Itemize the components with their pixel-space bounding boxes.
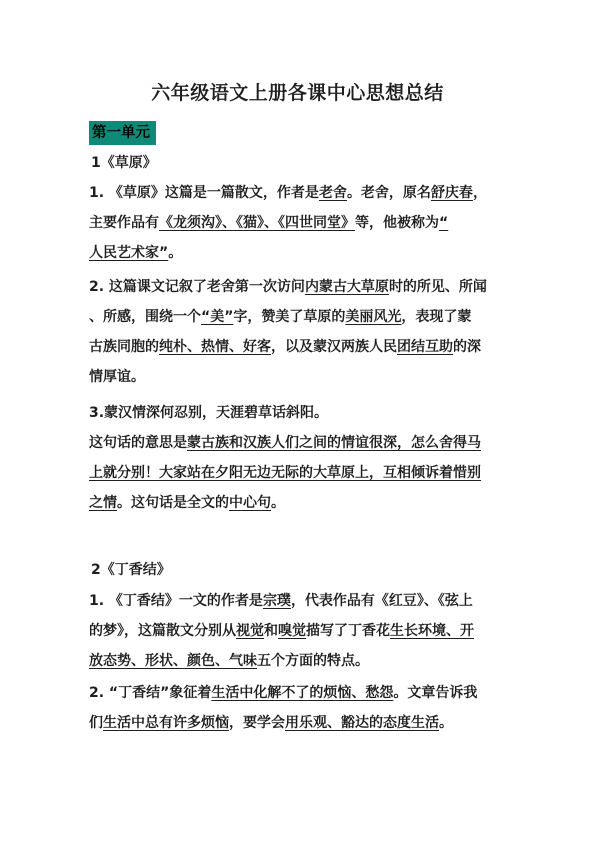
key-phrase: 老舍 (318, 185, 347, 201)
text-line (89, 178, 509, 208)
text-run: 情厚谊。 (89, 369, 145, 385)
text-line (89, 586, 509, 616)
key-phrase: 嗅觉 (278, 623, 306, 639)
text-run: 。文章告诉我 (393, 685, 478, 701)
key-phrase: 生活中总有许多烦恼 (103, 715, 229, 731)
key-phrase: “美” (201, 309, 234, 325)
key-phrase: 纯朴、热情、好客 (159, 339, 271, 355)
text-line (89, 488, 509, 518)
text-run: 和 (264, 623, 278, 639)
lesson-1-paragraph-1 (89, 178, 509, 268)
text-run: ，要学会 (229, 715, 285, 731)
text-line (89, 646, 509, 676)
text-run: 描写了丁香花 (306, 623, 390, 639)
key-phrase: “ (439, 215, 449, 231)
text-run: ，代表作品有《红豆》、《弦上 (290, 593, 473, 609)
text-line (89, 458, 509, 488)
lesson-1-paragraph-4 (89, 428, 509, 518)
lesson-heading-2: 2《丁香结》 (91, 562, 171, 578)
text-run: 这句话的意思是 (89, 435, 187, 451)
text-run: 。 (168, 245, 183, 261)
key-phrase: 中心句 (229, 495, 271, 511)
text-line (89, 678, 509, 708)
key-phrase: 用乐观、豁达的态度生活 (285, 715, 439, 731)
key-phrase: 蒙古族和汉族人们之间的情谊很深，怎么舍得马 (187, 435, 481, 451)
unit-heading: 第一单元 (89, 121, 156, 145)
text-run: 们 (89, 715, 103, 731)
text-run: 古族同胞的 (89, 339, 159, 355)
text-run: 。这句话是全文的 (117, 495, 229, 511)
text-line (89, 238, 509, 268)
text-line (89, 708, 509, 738)
text-run: 的深 (453, 339, 481, 355)
text-run: ，表现了蒙 (401, 309, 472, 325)
text-run: 。老舍，原名 (346, 185, 431, 201)
text-run: 、所感，围绕一个 (89, 309, 201, 325)
text-run: 时的所见、所闻 (388, 279, 487, 295)
key-phrase: 团结互助 (397, 339, 453, 355)
key-phrase: 宗璞 (262, 593, 291, 609)
text-line (89, 398, 509, 428)
page-title: 六年级语文上册各课中心思想总结 (151, 82, 444, 104)
lesson-2-paragraph-1 (89, 586, 509, 676)
key-phrase: 生长环境、开 (390, 623, 474, 639)
key-phrase: 《龙须沟》、《猫》、《四世同堂》 (159, 215, 355, 231)
text-run: ，以及蒙汉两族人民 (271, 339, 397, 355)
text-run: 。 (439, 715, 453, 731)
key-phrase: 视觉 (236, 623, 264, 639)
text-run: 3.蒙汉情深何忍别，天涯碧草话斜阳。 (89, 405, 329, 421)
text-run: 。 (271, 495, 285, 511)
text-line (89, 272, 509, 302)
key-phrase: 内蒙古大草原 (304, 279, 389, 295)
text-line (89, 302, 509, 332)
text-run: 1. 《丁香结》一文的作者是 (89, 593, 263, 609)
text-run: 2. 这篇课文记叙了老舍第一次访问 (89, 279, 305, 295)
lesson-2-paragraph-2 (89, 678, 509, 738)
key-phrase: 生活中化解不了的烦恼、愁怨 (211, 685, 394, 701)
key-phrase: 美丽风光 (345, 309, 402, 325)
text-run: ， (472, 185, 487, 201)
text-run: 主要作品有 (89, 215, 159, 231)
lesson-1-paragraph-3 (89, 398, 509, 428)
text-line (89, 428, 509, 458)
text-line (89, 616, 509, 646)
key-phrase: 上就分别！大家站在夕阳无边无际的大草原上，互相倾诉着惜别 (89, 465, 481, 481)
text-run: 1. 《草原》这篇是一篇散文，作者是 (89, 185, 319, 201)
text-line (89, 362, 509, 392)
text-run: 2. “丁香结”象征着 (89, 685, 212, 701)
lesson-1-paragraph-2 (89, 272, 509, 392)
text-run: 的梦》，这篇散文分别从 (89, 623, 236, 639)
key-phrase: 人民艺术家” (89, 245, 169, 261)
text-line (89, 208, 509, 238)
key-phrase: 之情 (89, 495, 117, 511)
text-run: 等，他被称为 (355, 215, 439, 231)
text-line (89, 332, 509, 362)
text-run: 五个方面的特点。 (257, 653, 369, 669)
key-phrase: 放态势、形状、颜色、气味 (89, 653, 257, 669)
text-run: 字，赞美了草原的 (233, 309, 346, 325)
key-phrase: 舒庆春 (430, 185, 473, 201)
lesson-heading-1: 1《草原》 (91, 155, 157, 171)
